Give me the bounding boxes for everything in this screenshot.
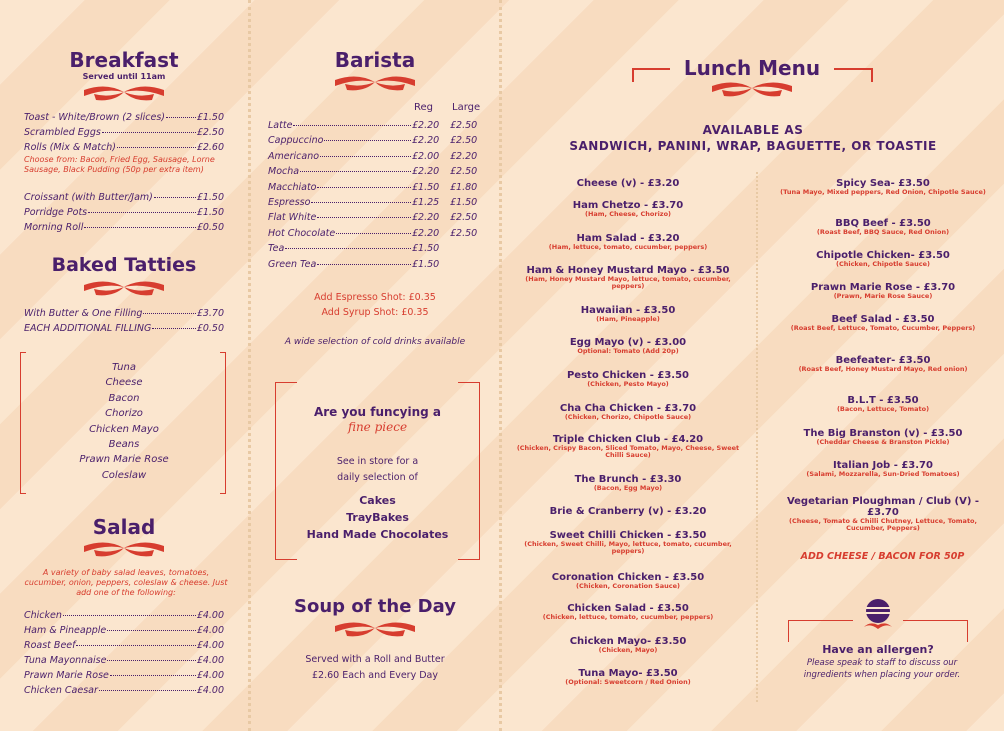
lunch-item-name: BBQ Beef - £3.50 <box>835 218 931 229</box>
menu-row <box>24 626 224 636</box>
item-price-reg: £2.20 <box>412 120 440 131</box>
menu-row <box>268 198 488 208</box>
lunch-item-name: Ham & Honey Mustard Mayo - £3.50 <box>526 265 730 276</box>
lunch-item-name: Ham Salad - £3.20 <box>576 233 680 244</box>
lunch-item-desc: (Chicken, Crispy Bacon, Sliced Tomato, Mayo, Cheese, Sweet Chilli Sauce) <box>516 444 740 460</box>
soup-line-1: Served with a Roll and Butter <box>305 654 445 665</box>
promo-line-1: See in store for a <box>336 456 419 467</box>
lunch-item-desc: (Chicken, Pesto Mayo) <box>587 380 669 388</box>
lunch-item-desc: (Chicken, Mayo) <box>598 646 658 654</box>
dot-leader <box>293 125 411 126</box>
fillings-list <box>20 360 228 483</box>
dot-leader <box>143 313 195 314</box>
menu-row <box>24 223 224 233</box>
lunch-item-desc: (Ham, Honey Mustard Mayo, lettuce, tomato, cucumber, peppers) <box>525 275 731 291</box>
lunch-item-desc: (Chicken, lettuce, tomato, cucumber, peppers) <box>542 613 714 621</box>
lunch-item-name: Sweet Chilli Chicken - £3.50 <box>549 530 707 541</box>
lunch-item <box>512 178 744 189</box>
filling-item: Coleslaw <box>101 469 147 481</box>
menu-row <box>268 167 488 177</box>
item-name: Americano <box>268 150 320 162</box>
item-name: Hot Chocolate <box>268 227 336 239</box>
lunch-item <box>512 474 744 492</box>
dot-leader <box>166 117 196 118</box>
lunch-item <box>512 265 744 291</box>
item-price: £4.00 <box>196 640 224 651</box>
ribbon-ornament-icon <box>84 84 164 104</box>
available-as-text: AVAILABLE AS <box>702 123 804 137</box>
menu-row <box>268 121 488 131</box>
filling-item: Chicken Mayo <box>89 423 159 435</box>
lunch-item <box>512 603 744 621</box>
lunch-item-desc: (Roast Beef, Honey Mustard Mayo, Red onion) <box>798 365 968 373</box>
dot-leader <box>285 248 411 249</box>
lunch-item-desc: (Optional: Sweetcorn / Red Onion) <box>565 678 691 686</box>
lunch-item-name: Prawn Marie Rose - £3.70 <box>810 282 956 293</box>
allergen-text: Please speak to staff to discuss our ingredients when placing your order. <box>803 658 961 680</box>
lunch-item-desc: (Roast Beef, BBQ Sauce, Red Onion) <box>816 228 950 236</box>
lunch-item-desc: (Cheese, Tomato & Chilli Chutney, Lettuce, Tomato, Cucumber, Peppers) <box>789 517 977 533</box>
lunch-item <box>512 572 744 590</box>
lunch-item <box>512 668 744 686</box>
lunch-item-name: Egg Mayo (v) - £3.00 <box>569 337 687 348</box>
item-name: Morning Roll <box>24 222 84 233</box>
soup-line-2: £2.60 Each and Every Day <box>312 670 438 681</box>
lunch-item-desc: (Prawn, Marie Rose Sauce) <box>833 292 933 300</box>
rolls-note: Choose from: Bacon, Fried Egg, Sausage, Lorne Sausage, Black Pudding (50p per extra item) <box>24 155 215 174</box>
lunch-item-name: Triple Chicken Club - £4.20 <box>552 434 704 445</box>
item-price-large: £2.50 <box>450 120 478 131</box>
lunch-item <box>772 460 994 478</box>
item-price-reg: £2.20 <box>412 227 440 239</box>
lunch-item-name: The Big Branston (v) - £3.50 <box>803 428 963 439</box>
lunch-item <box>772 282 994 300</box>
allergen-title: Have an allergen? <box>822 643 934 656</box>
lunch-item <box>772 355 994 373</box>
menu-row <box>24 208 224 218</box>
barista-title: Barista <box>334 48 416 72</box>
item-name: Tea <box>268 243 285 255</box>
item-price: £2.50 <box>196 127 224 138</box>
menu-row <box>24 113 224 123</box>
promo-script: fine piece <box>347 420 408 434</box>
item-price: £1.50 <box>196 207 224 218</box>
lunch-item-desc: (Bacon, Lettuce, Tomato) <box>836 405 930 413</box>
dot-leader <box>152 328 195 329</box>
item-price-large: £2.50 <box>450 227 478 239</box>
cold-drinks-text: A wide selection of cold drinks available <box>284 337 466 347</box>
lunch-item-desc: (Tuna Mayo, Mixed peppers, Red Onion, Chipotle Sauce) <box>780 188 986 196</box>
filling-item: Bacon <box>108 392 140 404</box>
filling-item: Tuna <box>112 362 136 373</box>
lunch-title: Lunch Menu <box>683 56 821 80</box>
lunch-item-desc: (Chicken, Chipotle Sauce) <box>835 260 931 268</box>
item-price-reg: £1.50 <box>412 243 440 255</box>
item-name: Rolls (Mix & Match) <box>24 142 116 153</box>
add-cheese-text: ADD CHEESE / BACON FOR 50P <box>800 551 965 562</box>
lunch-item-desc: (Chicken, Chorizo, Chipotle Sauce) <box>564 413 692 421</box>
lunch-item-desc: (Salami, Mozzarella, Sun-Dried Tomatoes) <box>806 470 960 478</box>
menu-row <box>24 128 224 138</box>
item-name: Toast - White/Brown (2 slices) <box>24 112 165 123</box>
item-price-reg: £1.50 <box>412 258 440 270</box>
filling-item: Beans <box>108 438 140 450</box>
lunch-item-name: B.L.T - £3.50 <box>847 395 919 406</box>
item-name: Latte <box>268 120 293 131</box>
lunch-item-name: Cheese (v) - £3.20 <box>576 178 680 189</box>
lunch-item <box>772 250 994 268</box>
item-price: £4.00 <box>196 625 224 636</box>
lunch-item-desc: (Chicken, Coronation Sauce) <box>576 582 680 590</box>
left-column <box>0 0 248 731</box>
item-price-reg: £2.00 <box>412 150 440 162</box>
item-price: £2.60 <box>196 142 224 153</box>
lunch-item-name: Spicy Sea- £3.50 <box>836 178 930 189</box>
menu-row <box>268 260 488 270</box>
item-price-reg: £1.50 <box>412 181 440 193</box>
dot-leader <box>84 227 195 228</box>
menu-row <box>24 143 224 153</box>
column-divider <box>248 0 251 731</box>
lunch-item-name: Hawaiian - £3.50 <box>580 305 676 316</box>
menu-row <box>268 152 488 162</box>
soup-title: Soup of the Day <box>294 596 456 617</box>
lunch-item-name: Vegetarian Ploughman / Club (V) - £3.70 <box>786 496 980 518</box>
item-name: Green Tea <box>268 258 317 270</box>
menu-row <box>24 324 224 334</box>
item-price-large: £2.20 <box>450 150 478 162</box>
lunch-item-name: Chipotle Chicken- £3.50 <box>816 250 950 261</box>
lunch-item-name: Beef Salad - £3.50 <box>831 314 935 325</box>
promo-heading: Are you funcying a <box>313 405 442 419</box>
lunch-item-name: The Brunch - £3.30 <box>574 474 682 485</box>
item-price-reg: £1.25 <box>412 197 440 208</box>
dot-leader <box>311 202 411 203</box>
item-price: £1.50 <box>196 112 224 123</box>
salad-title: Salad <box>92 515 156 539</box>
lunch-item-name: Beefeater- £3.50 <box>835 355 931 366</box>
lunch-column-divider <box>756 172 758 702</box>
item-name: Scrambled Eggs <box>24 127 101 138</box>
item-name: Ham & Pineapple <box>24 625 107 636</box>
promo-line-2: daily selection of <box>337 472 418 483</box>
dot-leader <box>336 233 411 234</box>
dot-leader <box>63 615 196 616</box>
reg-column-header: Reg <box>414 102 433 113</box>
lunch-item-name: Tuna Mayo- £3.50 <box>578 668 678 679</box>
dot-leader <box>317 187 411 188</box>
lunch-item-desc: (Ham, Pineapple) <box>596 315 660 323</box>
lunch-item <box>772 218 994 236</box>
item-price-large: £2.50 <box>450 212 478 224</box>
menu-row <box>24 641 224 651</box>
lunch-item <box>512 370 744 388</box>
item-name: Flat White <box>268 212 317 224</box>
item-price-reg: £2.20 <box>412 135 440 147</box>
item-name: Porridge Pots <box>24 207 88 218</box>
dot-leader <box>110 675 196 676</box>
item-price: £4.00 <box>196 655 224 666</box>
lunch-item-name: Brie & Cranberry (v) - £3.20 <box>549 506 707 517</box>
lunch-item-name: Ham Chetzo - £3.70 <box>572 200 684 211</box>
breakfast-title: Breakfast <box>69 48 179 72</box>
item-price: £1.50 <box>196 192 224 203</box>
lunch-item <box>512 530 744 556</box>
item-price: £4.00 <box>196 610 224 621</box>
promo-item-traybakes: TrayBakes <box>346 511 409 524</box>
lunch-item-name: Coronation Chicken - £3.50 <box>551 572 705 583</box>
lunch-item <box>772 314 994 332</box>
item-name: Chicken Caesar <box>24 685 98 696</box>
item-price-large: £1.80 <box>450 181 478 193</box>
lunch-item <box>512 636 744 654</box>
menu-row <box>24 309 224 319</box>
dot-leader <box>99 690 196 691</box>
item-price: £4.00 <box>196 685 224 696</box>
lunch-item <box>512 233 744 251</box>
menu-row <box>24 671 224 681</box>
item-price-reg: £2.20 <box>412 212 440 224</box>
item-name: Macchiato <box>268 181 317 193</box>
dot-leader <box>324 140 411 141</box>
allergen-icon <box>862 597 894 633</box>
item-price: £4.00 <box>196 670 224 681</box>
dot-leader <box>107 660 195 661</box>
frame-corner <box>788 620 853 642</box>
dot-leader <box>107 630 196 631</box>
espresso-shot-text: Add Espresso Shot: £0.35 <box>314 292 436 303</box>
dot-leader <box>117 147 196 148</box>
lunch-item <box>512 434 744 460</box>
promo-item-cakes: Cakes <box>359 494 396 507</box>
lunch-item-name: Pesto Chicken - £3.50 <box>566 370 690 381</box>
dot-leader <box>88 212 196 213</box>
baked-tatties-title: Baked Tatties <box>51 254 197 276</box>
lunch-item-name: Chicken Mayo- £3.50 <box>569 636 687 647</box>
item-name: Chicken <box>24 610 62 621</box>
lunch-item-desc: (Bacon, Egg Mayo) <box>593 484 663 492</box>
available-options-text: SANDWICH, PANINI, WRAP, BAGUETTE, OR TOASTIE <box>569 139 937 153</box>
lunch-item <box>772 428 994 446</box>
ribbon-ornament-icon <box>335 74 415 94</box>
large-column-header: Large <box>452 102 481 113</box>
dot-leader <box>317 217 411 218</box>
item-price-large: £2.50 <box>450 166 478 178</box>
lunch-item-desc: (Cheddar Cheese & Branston Pickle) <box>816 438 950 446</box>
lunch-item <box>772 395 994 413</box>
filling-item: Chorizo <box>105 408 143 420</box>
lunch-item-name: Chicken Salad - £3.50 <box>567 603 689 614</box>
frame-corner <box>903 620 968 642</box>
item-name: Espresso <box>268 197 311 208</box>
item-price-large: £2.50 <box>450 135 478 147</box>
item-price: £3.70 <box>196 308 224 319</box>
item-name: Cappuccino <box>268 135 324 147</box>
menu-row <box>268 244 488 254</box>
item-name: Tuna Mayonnaise <box>24 655 107 666</box>
dot-leader <box>102 132 196 133</box>
menu-row <box>24 686 224 696</box>
item-name: Prawn Marie Rose <box>24 670 109 681</box>
lunch-item <box>512 200 744 218</box>
lunch-item-name: Italian Job - £3.70 <box>833 460 933 471</box>
menu-row <box>24 611 224 621</box>
item-name: Croissant (with Butter/Jam) <box>24 192 153 203</box>
dot-leader <box>154 197 196 198</box>
lunch-item-desc: (Ham, Cheese, Chorizo) <box>584 210 672 218</box>
column-divider <box>499 0 502 731</box>
item-price: £0.50 <box>196 222 224 233</box>
filling-item: Prawn Marie Rose <box>79 454 169 466</box>
item-name: Mocha <box>268 166 300 178</box>
lunch-item <box>512 403 744 421</box>
lunch-item-desc: Optional: Tomato (Add 20p) <box>577 347 679 355</box>
dot-leader <box>317 264 411 265</box>
menu-row <box>24 193 224 203</box>
lunch-item-desc: (Roast Beef, Lettuce, Tomato, Cucumber, Peppers) <box>790 324 976 332</box>
item-price: £0.50 <box>196 323 224 334</box>
item-name: Roast Beef <box>24 640 76 651</box>
menu-row <box>268 183 488 193</box>
lunch-item <box>772 496 994 533</box>
lunch-item <box>512 305 744 323</box>
item-name: EACH ADDITIONAL FILLING <box>24 323 152 334</box>
salad-note: A variety of baby salad leaves, tomatoes, cucumber, onion, peppers, coleslaw & cheese. Just add one of the following: <box>24 568 228 597</box>
syrup-shot-text: Add Syrup Shot: £0.35 <box>321 307 429 318</box>
item-price-reg: £2.20 <box>412 166 440 178</box>
lunch-item-name: Cha Cha Chicken - £3.70 <box>559 403 697 414</box>
breakfast-subtitle: Served until 11am <box>82 72 166 81</box>
ribbon-ornament-icon <box>335 620 415 640</box>
ribbon-ornament-icon <box>712 80 792 100</box>
ribbon-ornament-icon <box>84 540 164 560</box>
lunch-item <box>512 337 744 355</box>
item-price-large: £1.50 <box>450 197 478 208</box>
menu-row <box>268 229 488 239</box>
dot-leader <box>300 171 411 172</box>
dot-leader <box>320 156 411 157</box>
lunch-item <box>772 178 994 196</box>
item-name: With Butter & One Filling <box>24 308 143 319</box>
filling-item: Cheese <box>105 377 143 389</box>
dot-leader <box>76 645 195 646</box>
menu-row <box>24 656 224 666</box>
ribbon-ornament-icon <box>84 279 164 299</box>
lunch-item-desc: (Ham, lettuce, tomato, cucumber, peppers) <box>548 243 708 251</box>
menu-row <box>268 136 488 146</box>
promo-item-chocolates: Hand Made Chocolates <box>306 528 449 541</box>
lunch-item-desc: (Chicken, Sweet Chilli, Mayo, lettuce, tomato, cucumber, peppers) <box>524 540 732 556</box>
menu-row <box>268 213 488 223</box>
lunch-item <box>512 506 744 517</box>
